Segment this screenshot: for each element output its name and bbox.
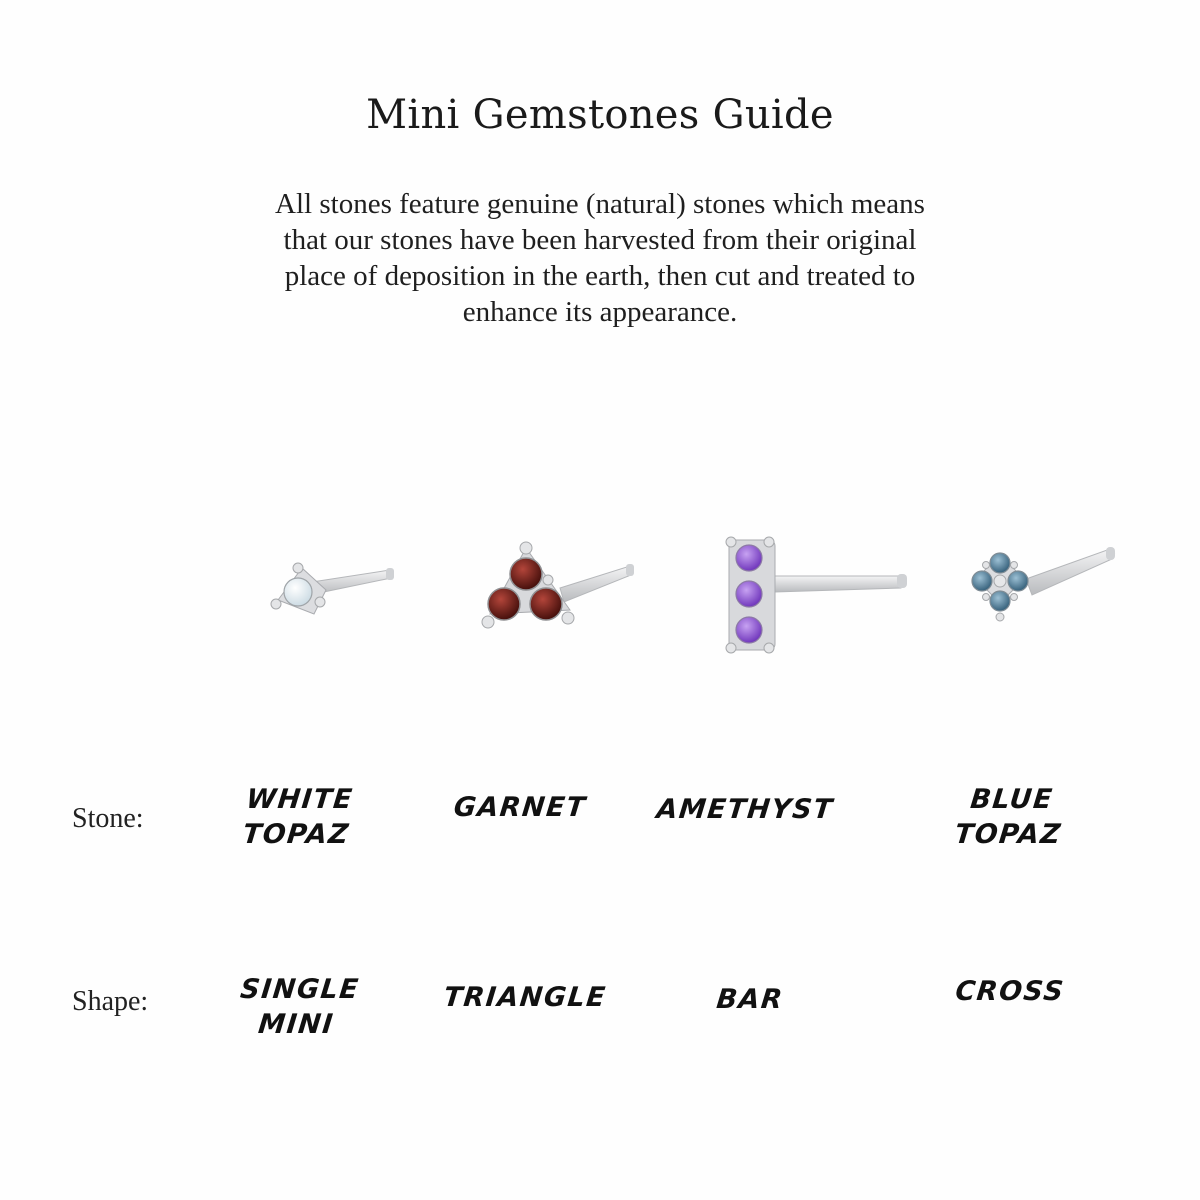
shape-bar: BAR [714, 984, 786, 1015]
single-mini-stud-icon [250, 540, 420, 650]
stone-row-label: Stone: [72, 803, 144, 834]
stone-amethyst: AMETHYST [655, 794, 835, 825]
cross-stud-icon [960, 535, 1135, 650]
shape-row-label: Shape: [72, 986, 149, 1017]
bar-stud-icon [715, 530, 915, 660]
triangle-stud-icon [470, 530, 650, 640]
stone-garnet: GARNET [452, 792, 588, 823]
stone-blue-topaz: BLUE TOPAZ [953, 784, 1064, 850]
stone-white-topaz: WHITE TOPAZ [241, 784, 355, 850]
shape-cross: CROSS [953, 976, 1067, 1007]
intro-paragraph: All stones feature genuine (natural) stones which means that our stones have been harvested from their original place of deposition in the earth, then cut and treated to enhance its appearance. [275, 188, 925, 328]
shape-triangle: TRIANGLE [442, 982, 608, 1013]
shape-single-mini: SINGLE MINI [238, 974, 361, 1040]
page-title: Mini Gemstones Guide [366, 92, 834, 138]
